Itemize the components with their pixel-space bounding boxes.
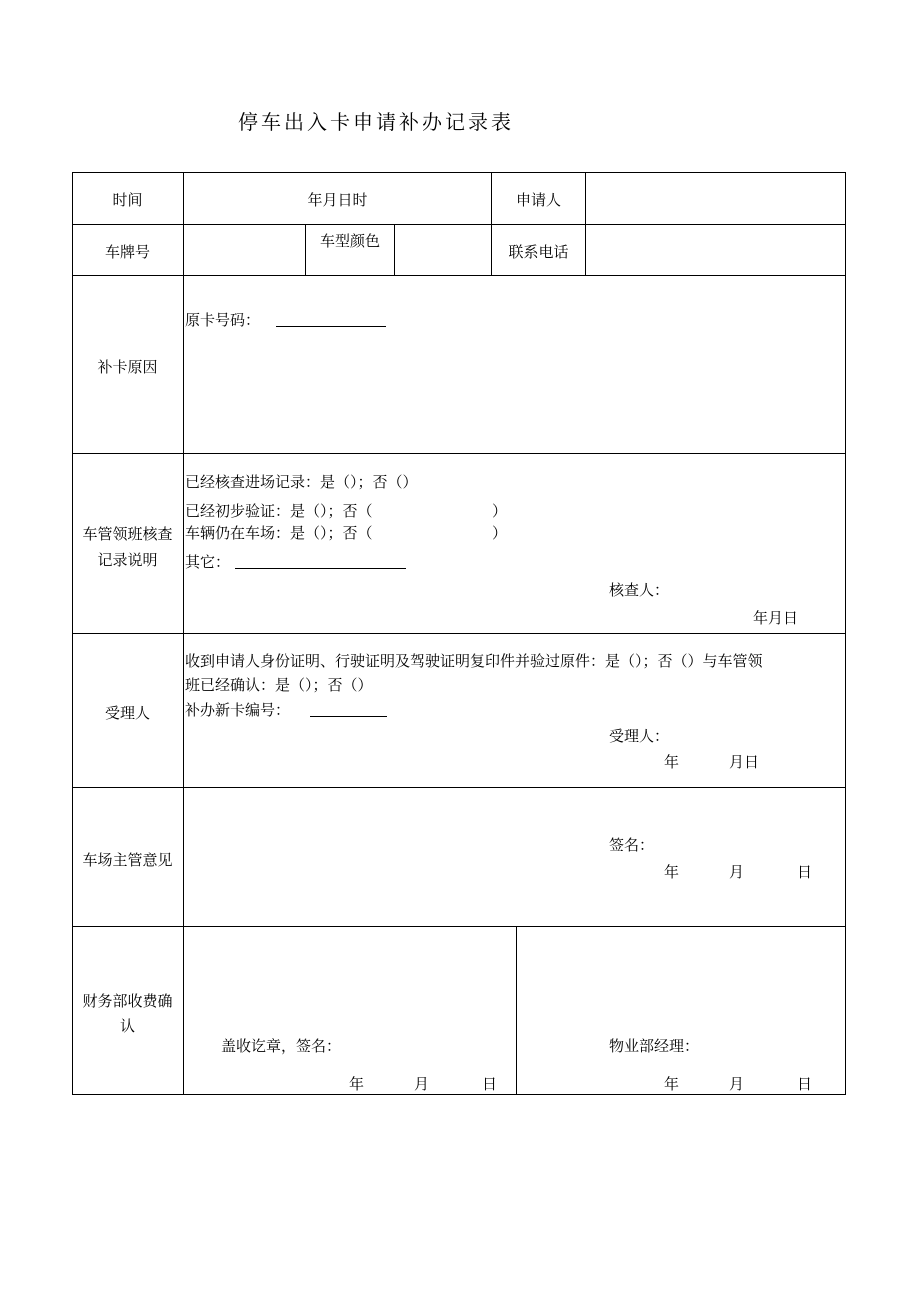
reason-label: 补卡原因 — [97, 358, 158, 376]
property-month: 月 — [729, 1075, 745, 1093]
label-column-divider — [183, 172, 184, 1095]
stamp-sign-label: 盖收讫章，签名： — [221, 1037, 342, 1055]
phone-field[interactable] — [586, 225, 845, 275]
supervisor-label-line1: 车管领班核查 — [82, 525, 173, 543]
applicant-label: 申请人 — [515, 191, 561, 209]
manager-year: 年 — [664, 863, 680, 881]
page-title: 停车出入卡申请补办记录表 — [238, 110, 514, 134]
row-divider — [72, 453, 846, 454]
documents-received-line1: 收到申请人身份证明、行驶证明及驾驶证明复印件并验过原件：是（）；否（）与车管领 — [185, 652, 763, 670]
table-border-bottom — [72, 1094, 846, 1095]
model-color-field[interactable] — [395, 225, 491, 275]
initial-verification-close: ） — [492, 502, 508, 520]
handler-month-day: 月日 — [729, 753, 760, 771]
manager-day: 日 — [797, 863, 813, 881]
applicant-field[interactable] — [586, 173, 845, 224]
manager-label: 车场主管意见 — [82, 851, 173, 869]
checker-label: 核查人： — [609, 581, 670, 599]
property-manager-label: 物业部经理： — [609, 1037, 700, 1055]
row-divider — [72, 926, 846, 927]
handler-sign-label: 受理人： — [609, 727, 670, 745]
row-divider — [72, 633, 846, 634]
finance-day: 日 — [482, 1075, 498, 1093]
phone-label: 联系电话 — [508, 243, 569, 261]
checker-date: 年月日 — [753, 609, 799, 627]
model-color-label: 车型颜色 — [319, 232, 380, 250]
other-label: 其它： — [185, 553, 231, 571]
other-blank[interactable] — [235, 568, 406, 569]
original-card-label: 原卡号码： — [185, 311, 261, 329]
supervisor-label-line2: 记录说明 — [97, 551, 158, 569]
new-card-blank[interactable] — [310, 716, 387, 717]
new-card-label: 补办新卡编号： — [185, 701, 291, 719]
plate-field[interactable] — [184, 225, 305, 275]
check-entry-record: 已经核查进场记录：是（）；否（） — [185, 473, 418, 491]
property-year: 年 — [664, 1075, 680, 1093]
property-day: 日 — [797, 1075, 813, 1093]
finance-label-line2: 认 — [119, 1017, 135, 1035]
finance-year: 年 — [349, 1075, 365, 1093]
date-value: 年月日时 — [307, 191, 368, 209]
finance-month: 月 — [414, 1075, 430, 1093]
finance-label-line1: 财务部收费确 — [82, 992, 173, 1010]
row-divider — [72, 275, 846, 276]
handler-row-label: 受理人 — [104, 704, 150, 722]
initial-verification: 已经初步验证：是（）；否（ — [185, 502, 373, 520]
manager-sign-label: 签名： — [609, 836, 655, 854]
vehicle-in-lot: 车辆仍在车场：是（）；否（ — [185, 524, 373, 542]
handler-year: 年 — [664, 753, 680, 771]
row-divider — [72, 787, 846, 788]
vehicle-in-lot-close: ） — [492, 524, 508, 542]
documents-received-line2: 班已经确认：是（）；否（） — [185, 676, 373, 694]
time-label: 时间 — [112, 191, 143, 209]
manager-month: 月 — [729, 863, 745, 881]
plate-label: 车牌号 — [104, 243, 150, 261]
original-card-blank[interactable] — [276, 326, 386, 327]
finance-column-divider — [516, 926, 517, 1095]
application-form-table — [72, 172, 846, 1095]
